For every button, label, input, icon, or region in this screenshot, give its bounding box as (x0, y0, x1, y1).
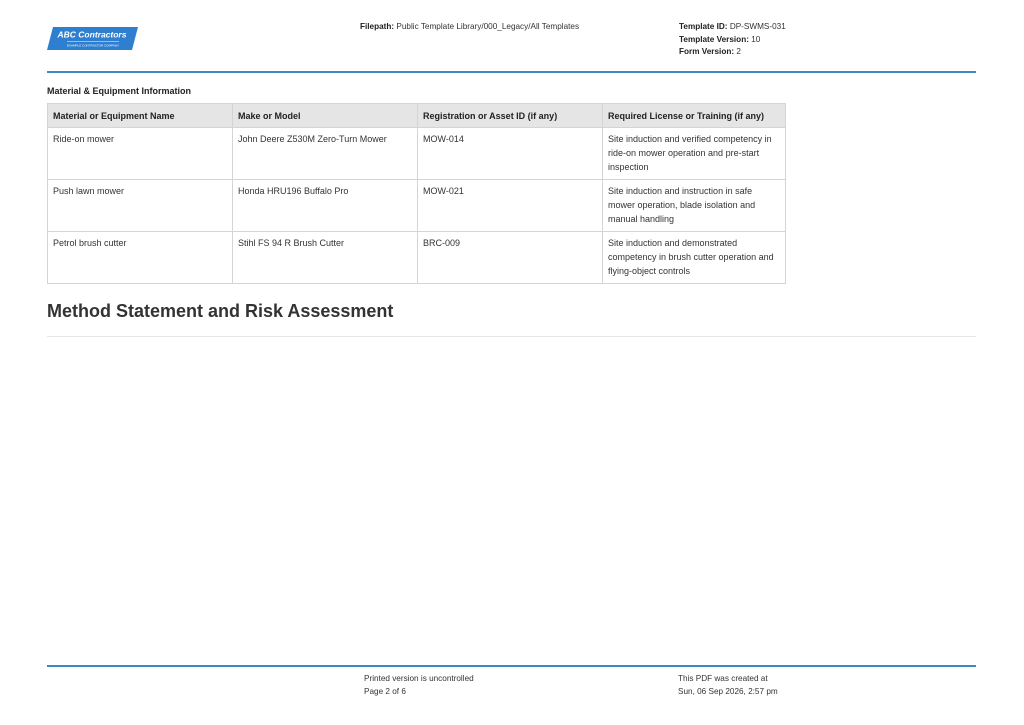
cell-make: Stihl FS 94 R Brush Cutter (233, 232, 418, 284)
equipment-section-title: Material & Equipment Information (47, 86, 192, 96)
footer-divider (47, 665, 976, 667)
template-version-label: Template Version: (679, 34, 749, 44)
logo-subtext: EXAMPLE CONTRACTOR COMPANY (67, 43, 119, 48)
cell-name: Ride-on mower (48, 128, 233, 180)
method-section-title: Method Statement and Risk Assessment (47, 301, 394, 321)
template-id-line (679, 21, 786, 34)
page-number: Page 2 of 6 (364, 686, 406, 696)
method-divider (47, 336, 976, 337)
form-version-value: 2 (736, 47, 741, 56)
equipment-table (47, 103, 786, 284)
cell-registration: MOW-021 (418, 180, 603, 232)
column-header-license: Required License or Training (if any) (603, 104, 786, 128)
created-timestamp: Sun, 06 Sep 2026, 2:57 pm (678, 686, 778, 696)
header-divider (47, 71, 976, 73)
table-row (48, 232, 786, 284)
cell-registration: BRC-009 (418, 232, 603, 284)
table-header-row (48, 104, 786, 128)
table-row (48, 180, 786, 232)
form-version-label: Form Version: (679, 47, 735, 56)
form-version-line (679, 46, 786, 59)
filepath-value: Public Template Library/000_Legacy/All Templates (396, 22, 580, 31)
template-version-value: 10 (751, 34, 761, 44)
cell-license: Site induction and verified competency in ride-on mower operation and pre-start inspection (603, 128, 786, 180)
column-header-registration: Registration or Asset ID (if any) (418, 104, 603, 128)
cell-name: Push lawn mower (48, 180, 233, 232)
template-version-line (679, 34, 786, 47)
template-info-block (679, 21, 786, 59)
cell-name: Petrol brush cutter (48, 232, 233, 284)
column-header-name: Material or Equipment Name (48, 104, 233, 128)
created-label: This PDF was created at (678, 674, 768, 683)
footer-left (364, 673, 474, 698)
filepath-label: Filepath: (360, 22, 395, 31)
cell-license: Site induction and instruction in safe mower operation, blade isolation and manual handling (603, 180, 786, 232)
company-logo (47, 26, 138, 51)
cell-license: Site induction and demonstrated competency in brush cutter operation and flying-object controls (603, 232, 786, 284)
column-header-make: Make or Model (233, 104, 418, 128)
logo-text: ABC Contractors (57, 29, 127, 40)
table-row (48, 128, 786, 180)
cell-registration: MOW-014 (418, 128, 603, 180)
template-id-value: DP-SWMS-031 (729, 22, 786, 31)
template-id-label: Template ID: (679, 22, 728, 31)
filepath-block (360, 21, 579, 34)
cell-make: Honda HRU196 Buffalo Pro (233, 180, 418, 232)
logo-badge (47, 26, 138, 51)
footer-right (678, 673, 778, 698)
cell-make: John Deere Z530M Zero-Turn Mower (233, 128, 418, 180)
uncontrolled-notice: Printed version is uncontrolled (364, 674, 474, 683)
